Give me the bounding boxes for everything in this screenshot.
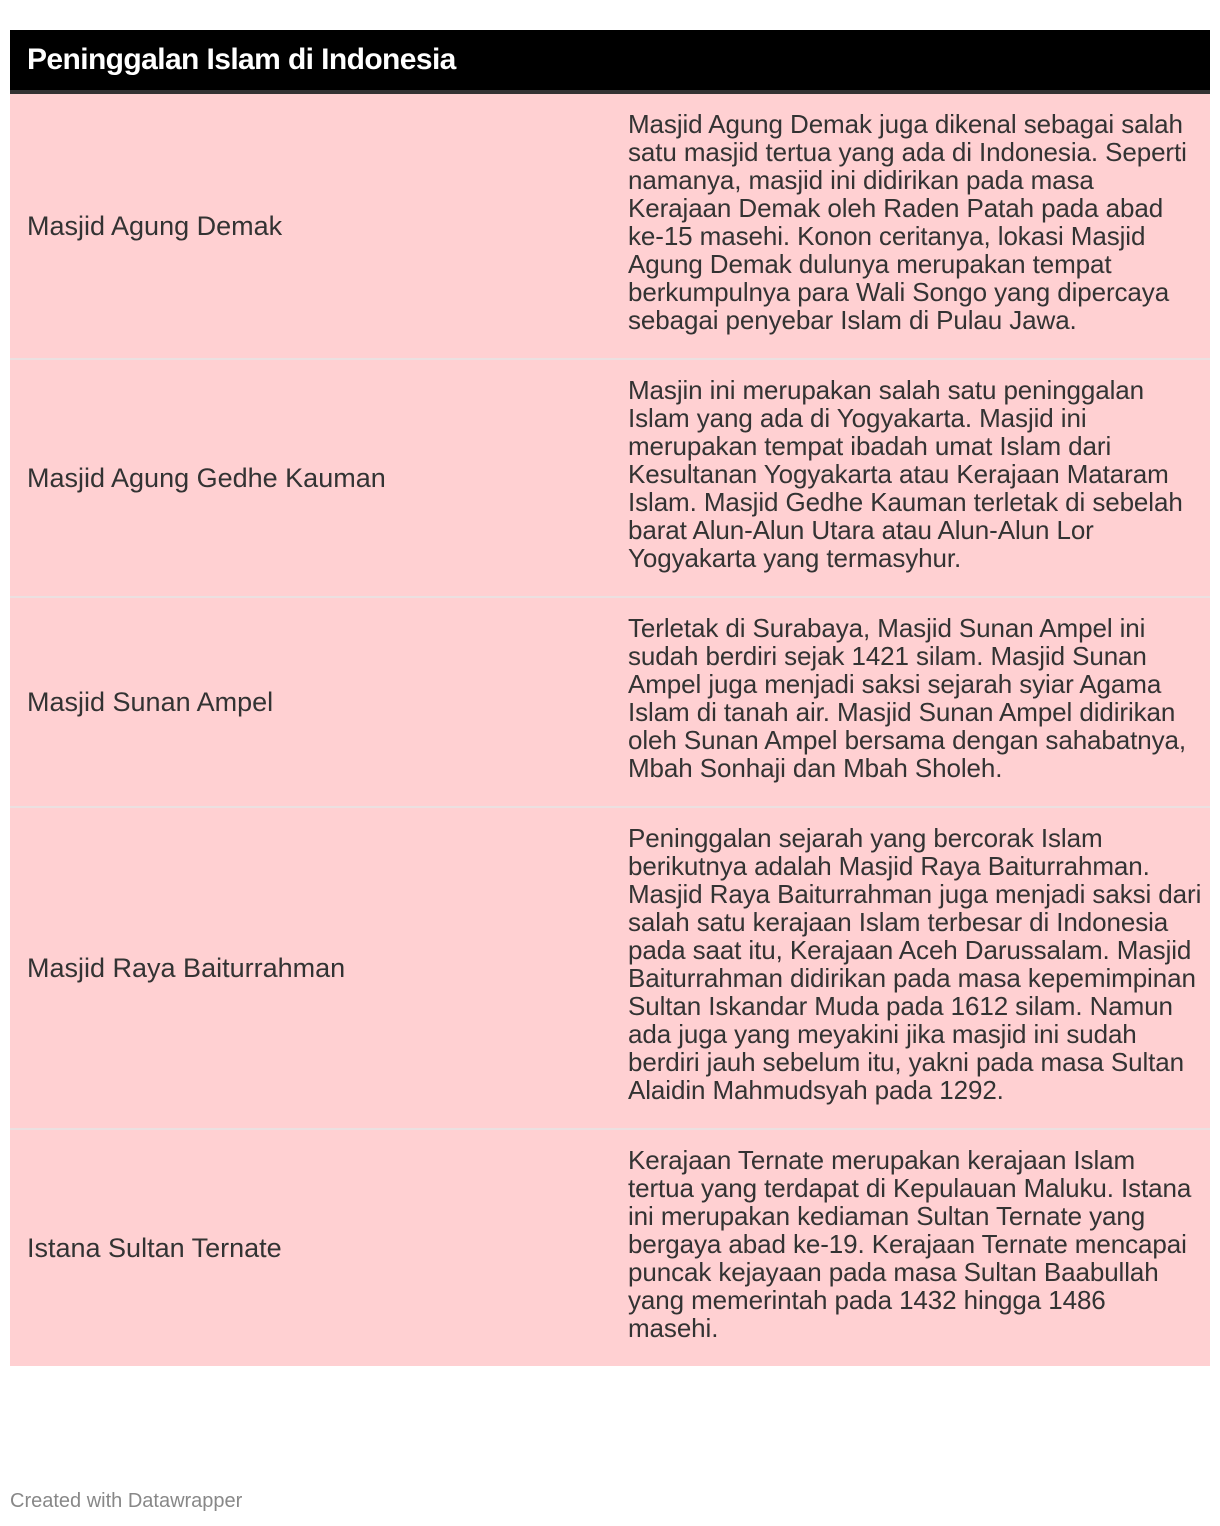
table-row: [10, 1130, 1210, 1366]
datawrapper-credit-link[interactable]: Created with Datawrapper: [10, 1490, 243, 1512]
heritage-description-cell: Masjid Agung Demak juga dikenal sebagai salah satu masjid tertua yang ada di Indonesia. Seperti namanya, masjid ini didirikan pada masa Kerajaan Demak oleh Raden Patah pada abad ke-15 masehi. Konon ceritanya, lokasi Masjid Agung Demak dulunya merupakan tempat berkumpulnya para Wali Songo yang dipercaya sebagai penyebar Islam di Pulau Jawa.: [628, 109, 1187, 335]
heritage-name-cell: Istana Sultan Ternate: [27, 1233, 282, 1263]
table-title: Peninggalan Islam di Indonesia: [10, 30, 1210, 94]
heritage-name-cell: Masjid Agung Gedhe Kauman: [27, 463, 386, 493]
heritage-description-cell: Peninggalan sejarah yang bercorak Islam berikutnya adalah Masjid Raya Baiturrahman. Masjid Raya Baiturrahman juga menjadi saksi dari salah satu kerajaan Islam terbesar di Indonesia pada saat itu, Kerajaan Aceh Darussalam. Masjid Baiturrahman didirikan pada masa kepemimpinan Sultan Iskandar Muda pada 1612 silam. Namun ada juga yang meyakini jika masjid ini sudah berdiri jauh sebelum itu, yakni pada masa Sultan Alaidin Mahmudsyah pada 1292.: [628, 823, 1202, 1105]
table-row: [10, 808, 1210, 1130]
heritage-name-cell: Masjid Raya Baiturrahman: [27, 953, 346, 983]
data-table: [10, 30, 1210, 1366]
table-body: [10, 94, 1210, 1366]
table-row: [10, 598, 1210, 808]
heritage-name-cell: Masjid Agung Demak: [27, 211, 283, 241]
heritage-description-cell: Masjin ini merupakan salah satu peninggalan Islam yang ada di Yogyakarta. Masjid ini merupakan tempat ibadah umat Islam dari Kesultanan Yogyakarta atau Kerajaan Mataram Islam. Masjid Gedhe Kauman terletak di sebelah barat Alun-Alun Utara atau Alun-Alun Lor Yogyakarta yang termasyhur.: [628, 375, 1183, 573]
heritage-description-cell: Terletak di Surabaya, Masjid Sunan Ampel ini sudah berdiri sejak 1421 silam. Masjid Sunan Ampel juga menjadi saksi sejarah syiar Agama Islam di tanah air. Masjid Sunan Ampel didirikan oleh Sunan Ampel bersama dengan sahabatnya, Mbah Sonhaji dan Mbah Sholeh.: [628, 613, 1187, 783]
heritage-description-cell: Kerajaan Ternate merupakan kerajaan Islam tertua yang terdapat di Kepulauan Maluku. Istana ini merupakan kediaman Sultan Ternate yang bergaya abad ke-19. Kerajaan Ternate mencapai puncak kejayaan pada masa Sultan Baabullah yang memerintah pada 1432 hingga 1486 masehi.: [628, 1145, 1192, 1343]
table-row: [10, 360, 1210, 598]
table-row: [10, 94, 1210, 360]
heritage-name-cell: Masjid Sunan Ampel: [27, 687, 274, 717]
